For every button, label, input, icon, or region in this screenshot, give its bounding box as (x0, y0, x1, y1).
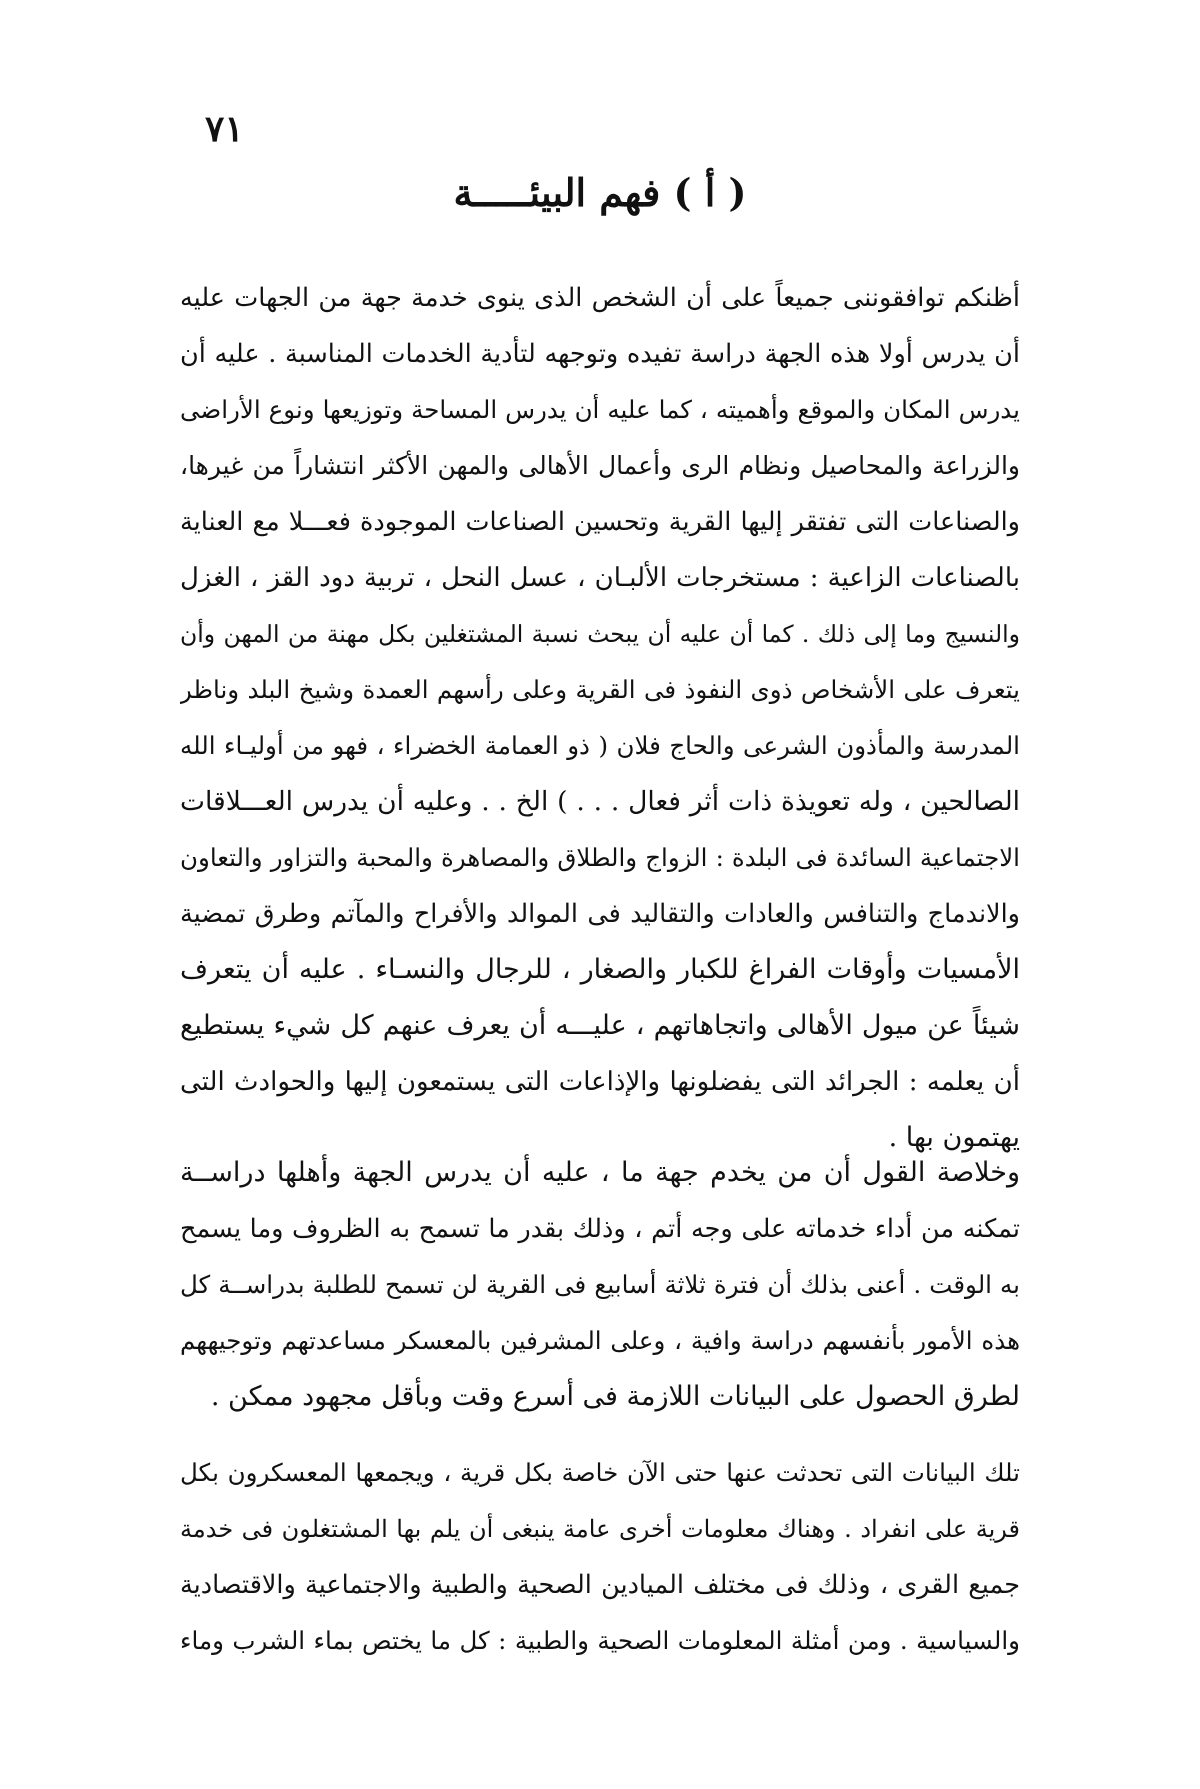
text-line: يدرس المكان والموقع وأهميته ، كما عليه أن يدرس المساحة وتوزيعها ونوع الأراضى (180, 395, 1020, 424)
text-line: والصناعات التى تفتقر إليها القرية وتحسين الصناعات الموجودة فعـــلا مع العناية (180, 507, 1020, 537)
paragraph-1 (180, 270, 1020, 1166)
text-line: بالصناعات الزاعية : مستخرجات الألبـان ، عسل النحل ، تربية دود القز ، الغزل (180, 563, 1020, 593)
section-title: ( أ ) فهم البيئـــــة (453, 170, 747, 215)
text-line: هذه الأمور بأنفسهم دراسة وافية ، وعلى المشرفين بالمعسكر مساعدتهم وتوجيههم (180, 1326, 1020, 1355)
text-line: قرية على انفراد . وهناك معلومات أخرى عامة ينبغى أن يلم بها المشتغلون فى خدمة (180, 1515, 1020, 1543)
paragraph-2 (180, 1145, 1020, 1425)
text-line: به الوقت . أعنى بذلك أن فترة ثلاثة أسابيع فى القرية لن تسمح للطلبة بدراســة كل (180, 1270, 1020, 1299)
text-line: والنسيج وما إلى ذلك . كما أن عليه أن يبحث نسبة المشتغلين بكل مهنة من المهن وأن (180, 620, 1020, 648)
page-number: ٧١ (205, 108, 244, 150)
text-line: تلك البيانات التى تحدثت عنها حتى الآن خاصة بكل قرية ، ويجمعها المعسكرون بكل (180, 1458, 1020, 1487)
text-line: المدرسة والمأذون الشرعى والحاج فلان ( ذو العمامة الخضراء ، فهو من أوليـاء الله (180, 731, 1020, 760)
text-line: شيئاً عن ميول الأهالى واتجاهاتهم ، عليـــه أن يعرف عنهم كل شيء يستطيع (180, 1010, 1020, 1041)
text-line: يتعرف على الأشخاص ذوى النفوذ فى القرية وعلى رأسهم العمدة وشيخ البلد وناظر (180, 675, 1020, 704)
text-line: جميع القرى ، وذلك فى مختلف الميادين الصحية والطبية والاجتماعية والاقتصادية (180, 1570, 1020, 1600)
text-line: تمكنه من أداء خدماته على وجه أتم ، وذلك بقدر ما تسمح به الظروف وما يسمح (180, 1214, 1020, 1244)
text-line: الصالحين ، وله تعويذة ذات أثر فعال . . . ) الخ . . وعليه أن يدرس العـــلاقات (180, 786, 1020, 817)
text-line: أن يدرس أولا هذه الجهة دراسة تفيده وتوجهه لتأدية الخدمات المناسبة . عليه أن (180, 339, 1020, 369)
text-line: والزراعة والمحاصيل ونظام الرى وأعمال الأهالى والمهن الأكثر انتشاراً من غيرها، (180, 451, 1020, 480)
text-line: يهتمون بها . (888, 1122, 1020, 1153)
text-line: وخلاصة القول أن من يخدم جهة ما ، عليه أن يدرس الجهة وأهلها دراســة (180, 1157, 1020, 1188)
paragraph-3 (180, 1445, 1020, 1669)
text-line: والاندماج والتنافس والعادات والتقاليد فى الموالد والأفراح والمآتم وطرق تمضية (180, 899, 1020, 929)
text-line: والسياسية . ومن أمثلة المعلومات الصحية والطبية : كل ما يختص بماء الشرب وماء (180, 1626, 1020, 1655)
text-line: أظنكم توافقوننى جميعاً على أن الشخص الذى ينوى خدمة جهة من الجهات عليه (180, 283, 1020, 313)
text-line: أن يعلمه : الجرائد التى يفضلونها والإذاعات التى يستمعون إليها والحوادث التى (180, 1067, 1020, 1097)
text-line: لطرق الحصول على البيانات اللازمة فى أسرع وقت وبأقل مجهود ممكن . (210, 1381, 1020, 1412)
text-line: الأمسيات وأوقات الفراغ للكبار والصغار ، للرجال والنسـاء . عليه أن يتعرف (180, 954, 1020, 985)
text-line: الاجتماعية السائدة فى البلدة : الزواج والطلاق والمصاهرة والمحبة والتزاور والتعاون (180, 843, 1020, 872)
